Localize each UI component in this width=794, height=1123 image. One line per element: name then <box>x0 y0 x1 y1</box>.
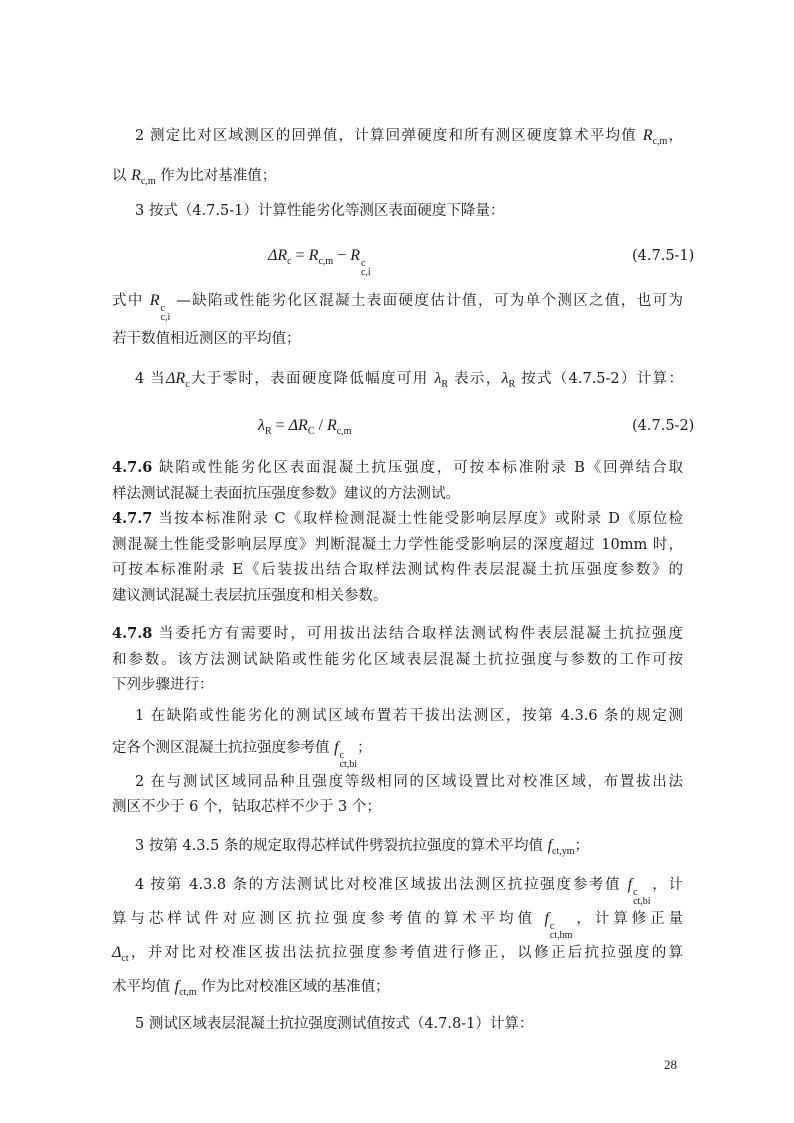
subscript: c,m <box>318 256 334 268</box>
sub-sup <box>550 922 573 940</box>
sub-sup <box>633 888 651 906</box>
text-run: 可按本标准附录 E《后装拔出结合取样法测试构件表层混凝土抗压强度参数》的 <box>112 562 683 578</box>
text-run: ； <box>357 740 372 756</box>
symbol-base: λ <box>434 370 442 387</box>
page-number: 28 <box>664 1057 677 1072</box>
math-symbol <box>501 370 516 391</box>
text-run: 测混凝土性能受影响层厚度》判断混凝土力学性能受影响层的深度超过 10mm 时， <box>112 537 683 553</box>
text-run: 测区不少于 6 个，钻取芯样不少于 3 个； <box>112 799 381 815</box>
math-symbol <box>288 417 315 438</box>
math-operator: = <box>275 417 285 434</box>
subscript: c,i <box>360 267 371 278</box>
text-line <box>135 202 504 220</box>
symbol-base: f <box>627 876 633 893</box>
subscript: ct,m <box>179 987 197 999</box>
math-symbol <box>334 739 358 770</box>
math-symbol <box>326 417 352 438</box>
text-line <box>112 510 683 528</box>
text-run: 4 按第 4.3.8 条的方法测试比对校准区域拔出法测区抗拉强度参考值 <box>135 877 628 893</box>
subscript: c <box>287 256 292 268</box>
text-line <box>112 485 460 503</box>
superscript: c <box>549 921 555 932</box>
subscript: ct,bm <box>549 930 573 941</box>
text-run: 下列步骤进行： <box>112 677 214 693</box>
text-line <box>112 587 388 605</box>
symbol-base: R <box>642 127 653 144</box>
symbol-base: ΔR <box>166 370 186 387</box>
text-run: 表示， <box>448 371 502 387</box>
subscript: c,m <box>336 426 352 438</box>
text-line <box>112 561 683 579</box>
math-symbol <box>434 370 449 391</box>
text-line <box>135 837 589 861</box>
text-run: 和参数。该方法测试缺陷或性能劣化区域表层混凝土抗拉强度与参数的工作可按 <box>112 652 683 668</box>
text-run: ，并对比对校准区拔出法抗拉强度参考值进行修正，以修正后抗拉强度的算 <box>128 945 683 961</box>
text-run: 3 按式（4.7.5-1）计算性能劣化等测区表面硬度下降量： <box>135 203 505 219</box>
text-run: 1 在缺陷或性能劣化的测试区域布置若干拔出法测区，按第 4.3.6 条的规定测 <box>135 708 683 724</box>
text-run: 2 测定比对区域测区的回弹值，计算回弹硬度和所有测区硬度算术平均值 <box>135 128 643 144</box>
math-symbol <box>308 247 334 268</box>
symbol-base: λ <box>258 417 265 434</box>
text-line <box>112 910 683 940</box>
text-run: 当按本标准附录 C《取样检测混凝土性能受影响层厚度》或附录 D《原位检 <box>152 511 683 527</box>
text-run: 2 在与测试区域同品种且强度等级相同的区域设置比对校准区域，布置拔出法 <box>135 774 683 790</box>
math-symbol <box>268 247 292 268</box>
text-run: 5 测试区域表层混凝土抗拉强度测试值按式（4.7.8-1）计算： <box>135 1016 534 1032</box>
sub-sup <box>340 751 358 769</box>
text-line <box>112 625 683 643</box>
subscript: ct <box>121 953 129 965</box>
clause-number: 4.7.6 <box>112 459 153 476</box>
math-symbol <box>166 370 190 391</box>
text-run: 缺陷或性能劣化区表面混凝土抗压强度，可按本标准附录 B《回弹结合取 <box>152 460 683 476</box>
symbol-base: f <box>547 837 553 854</box>
symbol-base: R <box>350 247 360 264</box>
subscript: c,i <box>160 312 171 323</box>
text-run: ， <box>667 128 683 144</box>
text-run: 大于零时，表面硬度降低幅度可用 <box>189 371 435 387</box>
subscript: R <box>264 426 272 438</box>
subscript: c,m <box>652 136 668 148</box>
subscript: R <box>508 379 516 391</box>
symbol-base: R <box>308 247 319 264</box>
text-line <box>112 167 276 191</box>
subscript: ct,bi <box>633 896 651 907</box>
math-symbol <box>131 167 156 188</box>
math-symbol <box>112 944 129 965</box>
text-run: 建议测试混凝土表层抗压强度和相关参数。 <box>112 588 388 604</box>
text-run: 式中 <box>112 293 150 309</box>
text-run: 4 当 <box>135 371 167 387</box>
text-run: 作为比对基准值； <box>155 168 277 184</box>
text-line <box>135 127 683 151</box>
math-operator: − <box>337 247 347 264</box>
text-line <box>135 1015 533 1033</box>
text-line <box>135 370 683 394</box>
math-symbol <box>627 876 651 907</box>
text-run: 当委托方有需要时，可用拔出法结合取样法测试构件表层混凝土抗拉强度 <box>152 626 683 642</box>
text-line <box>112 944 683 968</box>
symbol-base: λ <box>501 370 509 387</box>
superscript: c <box>160 303 165 314</box>
text-run: 作为比对校准区域的基准值； <box>196 979 390 995</box>
math-symbol <box>544 910 573 941</box>
text-run: 以 <box>112 168 132 184</box>
text-line <box>112 676 214 694</box>
math-symbol <box>258 417 272 438</box>
text-run: ； <box>574 838 590 854</box>
text-line <box>135 773 683 791</box>
text-line <box>112 978 390 1002</box>
sub-sup <box>161 304 171 322</box>
clause-number: 4.7.8 <box>112 625 153 642</box>
math-symbol <box>174 978 197 999</box>
text-line <box>135 707 683 725</box>
text-run: 3 按第 4.3.5 条的规定取得芯样试件劈裂抗拉强度的算术平均值 <box>135 838 548 854</box>
subscript: ct,ym <box>552 846 575 858</box>
text-run: 若干数值相近测区的平均值； <box>112 331 301 347</box>
superscript: c <box>360 258 366 269</box>
superscript: c <box>339 750 345 761</box>
text-line <box>135 876 683 906</box>
math-operator: / <box>318 417 323 434</box>
text-line <box>112 651 683 669</box>
equation <box>268 247 371 277</box>
symbol-base: Δ <box>112 944 122 961</box>
equation-number: (4.7.5-1) <box>632 248 695 264</box>
symbol-base: R <box>326 417 337 434</box>
text-run: —缺陷或性能劣化区混凝土表面硬度估计值，可为单个测区之值，也可为 <box>170 293 683 309</box>
math-operator: = <box>295 247 305 264</box>
text-line <box>112 536 683 554</box>
math-symbol <box>149 292 171 323</box>
text-run: 算与芯样试件对应测区抗拉强度参考值的算术平均值 <box>112 911 545 927</box>
subscript: c,m <box>140 176 156 188</box>
text-line <box>112 798 381 816</box>
symbol-base: R <box>131 167 141 184</box>
text-line <box>112 292 683 322</box>
symbol-base: f <box>334 739 339 756</box>
text-run: ，计算修正量 <box>572 911 684 927</box>
text-run: 样法测试混凝土表面抗压强度参数》建议的方法测试。 <box>112 486 460 502</box>
subscript: R <box>441 379 449 391</box>
subscript: c <box>185 379 190 391</box>
text-run: 按式（4.7.5-2）计算： <box>515 371 683 387</box>
math-symbol <box>547 837 575 858</box>
math-symbol <box>642 127 668 148</box>
text-run: 术平均值 <box>112 979 175 995</box>
text-line <box>112 459 683 477</box>
math-symbol <box>350 247 371 278</box>
symbol-base: R <box>149 292 160 309</box>
text-run: ，计 <box>650 877 683 893</box>
symbol-base: f <box>544 910 549 927</box>
equation-number: (4.7.5-2) <box>632 418 695 434</box>
symbol-base: ΔR <box>288 417 308 434</box>
text-line <box>112 330 301 348</box>
subscript: C <box>307 426 315 438</box>
subscript: ct,bi <box>339 759 358 770</box>
symbol-base: ΔR <box>268 247 288 264</box>
symbol-base: f <box>174 978 180 995</box>
text-line <box>112 739 372 769</box>
superscript: c <box>633 887 638 898</box>
clause-number: 4.7.7 <box>112 510 153 527</box>
sub-sup <box>361 259 371 277</box>
equation <box>258 417 351 441</box>
text-run: 定各个测区混凝土抗拉强度参考值 <box>112 740 335 756</box>
